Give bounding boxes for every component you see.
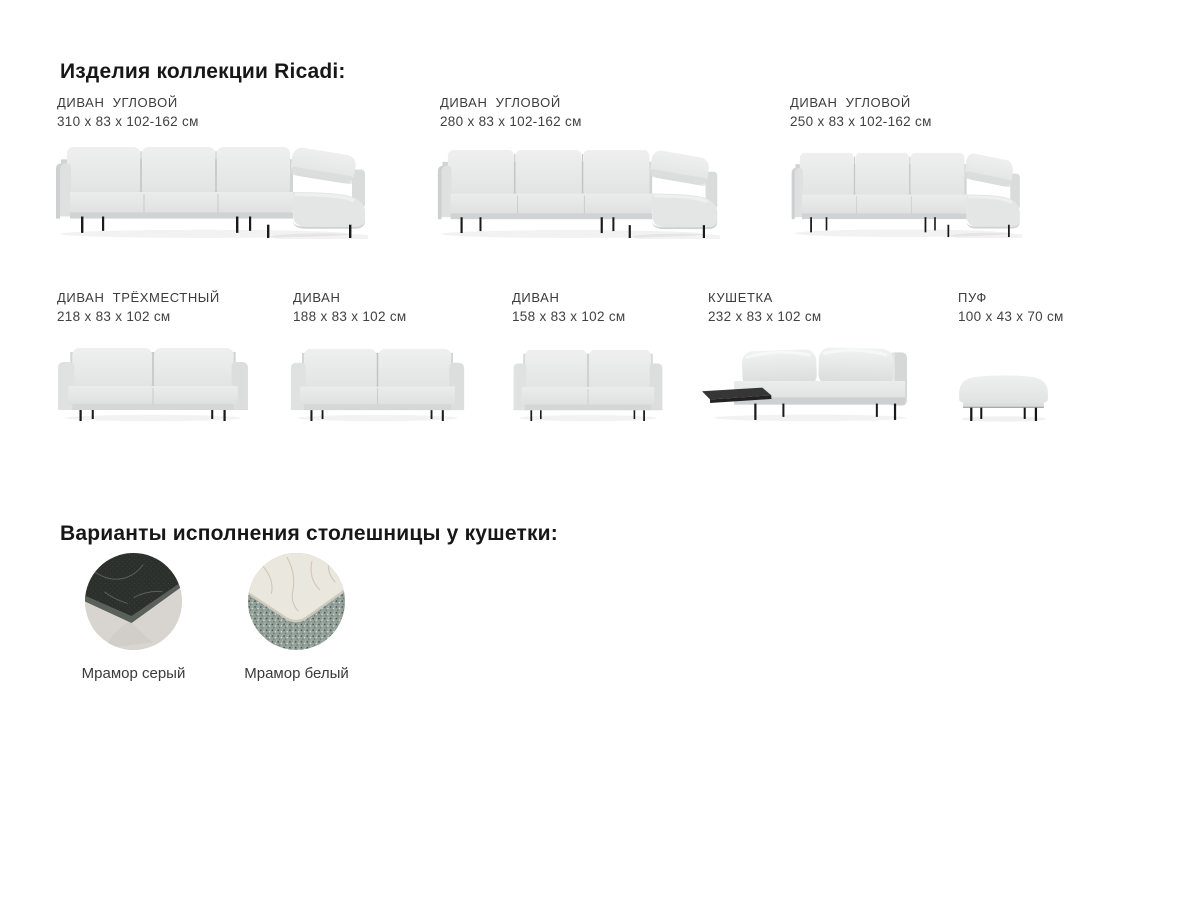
swatch-label-white-marble: Мрамор белый bbox=[244, 665, 349, 682]
sofa-image bbox=[56, 342, 250, 422]
product-dimensions: 100 x 43 x 70 см bbox=[958, 309, 1064, 324]
product-name: ПУФ bbox=[958, 290, 987, 305]
product-dimensions: 280 x 83 x 102-162 см bbox=[440, 114, 582, 129]
product-name: ДИВАН bbox=[512, 290, 560, 305]
grey-marble-swatch bbox=[85, 553, 182, 650]
product-dimensions: 250 x 83 x 102-162 см bbox=[790, 114, 932, 129]
product-card-daybed bbox=[708, 291, 821, 324]
product-name: ДИВАН УГЛОВОЙ bbox=[57, 95, 178, 110]
product-card-pouf bbox=[958, 291, 1064, 324]
white-marble-swatch bbox=[248, 553, 345, 650]
product-name: ДИВАН УГЛОВОЙ bbox=[790, 95, 911, 110]
tabletop-options-title: Варианты исполнения столешницы у кушетки: bbox=[60, 522, 558, 546]
product-name: КУШЕТКА bbox=[708, 290, 773, 305]
product-name: ДИВАН ТРЁХМЕСТНЫЙ bbox=[57, 290, 220, 305]
product-dimensions: 188 x 83 x 102 см bbox=[293, 309, 407, 324]
corner-sofa-image bbox=[437, 148, 720, 239]
collection-title: Изделия коллекции Ricadi: bbox=[60, 60, 346, 84]
product-card-corner-250 bbox=[790, 96, 932, 129]
product-dimensions: 310 x 83 x 102-162 см bbox=[57, 114, 199, 129]
product-dimensions: 158 x 83 x 102 см bbox=[512, 309, 626, 324]
product-card-sofa-158 bbox=[512, 291, 625, 324]
daybed-image bbox=[698, 338, 909, 422]
product-card-sofa-188 bbox=[293, 291, 406, 324]
corner-sofa-image bbox=[791, 151, 1022, 238]
sofa-image bbox=[512, 344, 664, 422]
corner-sofa-image bbox=[55, 145, 368, 239]
product-name: ДИВАН bbox=[293, 290, 341, 305]
product-card-corner-310 bbox=[57, 96, 199, 129]
product-name: ДИВАН УГЛОВОЙ bbox=[440, 95, 561, 110]
product-card-corner-280 bbox=[440, 96, 582, 129]
sofa-image bbox=[289, 343, 466, 422]
pouf-image bbox=[953, 371, 1054, 422]
product-dimensions: 232 x 83 x 102 см bbox=[708, 309, 822, 324]
swatch-label-grey-marble: Мрамор серый bbox=[81, 665, 186, 682]
product-dimensions: 218 x 83 x 102 см bbox=[57, 309, 171, 324]
product-card-sofa-218 bbox=[57, 291, 220, 324]
